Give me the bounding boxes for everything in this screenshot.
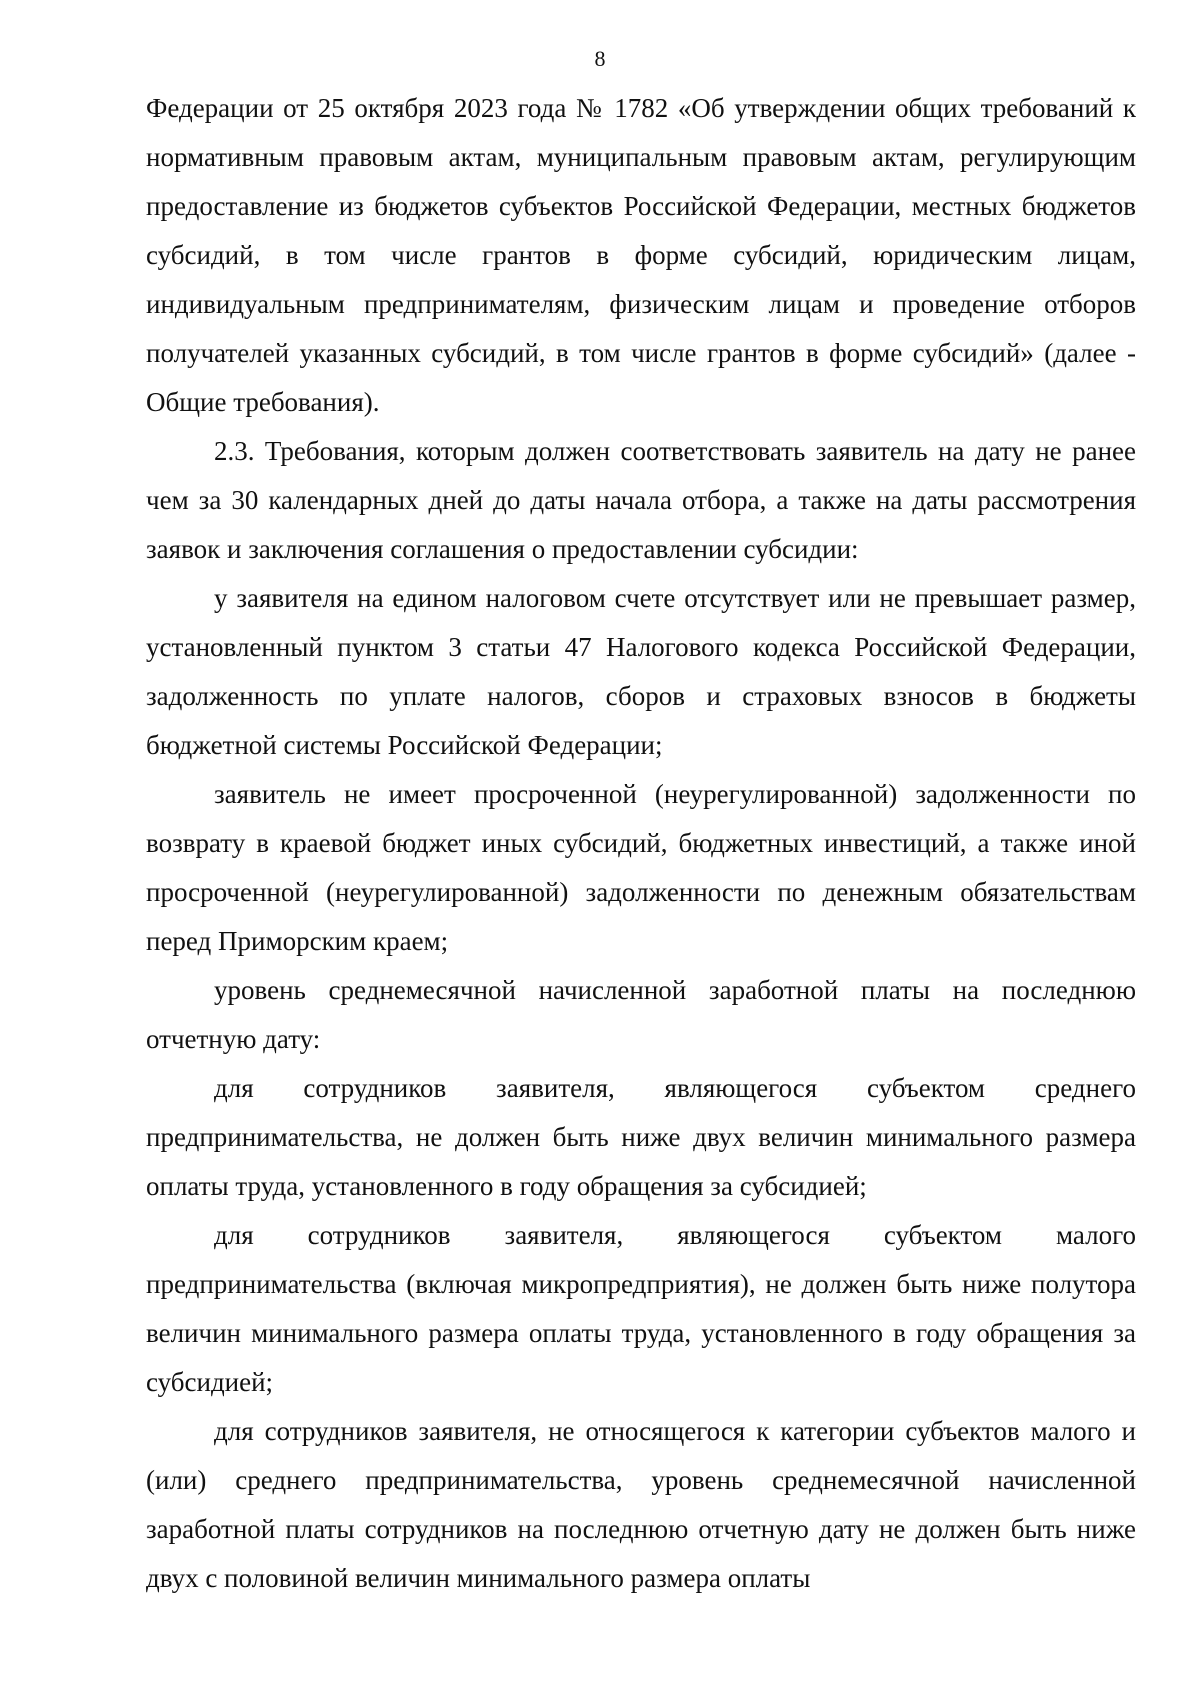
- paragraph-1: Федерации от 25 октября 2023 года № 1782 «Об утверждении общих требований к нормативным правовым актам, муниципальным правовым актам, регулирующим предоставление из бюджетов субъектов Российской Федерации, местных бюджетов субсидий, в том числе грантов в форме субсидий, юридическим лицам, индивидуальным предпринимателям, физическим лицам и проведение отборов получателей указанных субсидий, в том числе грантов в форме субсидий» (далее - Общие требования).: [146, 93, 1136, 417]
- paragraph-8: для сотрудников заявителя, не относящегося к категории субъектов малого и (или) среднего предпринимательства, уровень среднемесячной начисленной заработной платы сотрудников на последнюю отчетную дату не должен быть ниже двух с половиной величин минимального размера оплаты: [146, 1416, 1136, 1593]
- document-body: [146, 84, 1136, 1603]
- paragraph-5: уровень среднемесячной начисленной заработной платы на последнюю отчетную дату:: [146, 975, 1136, 1054]
- paragraph-6: для сотрудников заявителя, являющегося субъектом среднего предпринимательства, не должен быть ниже двух величин минимального размера оплаты труда, установленного в году обращения за субсидией;: [146, 1073, 1136, 1201]
- paragraph-4: заявитель не имеет просроченной (неурегулированной) задолженности по возврату в краевой бюджет иных субсидий, бюджетных инвестиций, а также иной просроченной (неурегулированной) задолженности по денежным обязательствам перед Приморским краем;: [146, 779, 1136, 956]
- paragraph-7: для сотрудников заявителя, являющегося субъектом малого предпринимательства (включая микропредприятия), не должен быть ниже полутора величин минимального размера оплаты труда, установленного в году обращения за субсидией;: [146, 1220, 1136, 1397]
- page-number: 8: [594, 46, 606, 71]
- paragraph-2: 2.3. Требования, которым должен соответствовать заявитель на дату не ранее чем за 30 календарных дней до даты начала отбора, а также на даты рассмотрения заявок и заключения соглашения о предоставлении субсидии:: [146, 436, 1136, 564]
- paragraph-3: у заявителя на едином налоговом счете отсутствует или не превышает размер, установленный пунктом 3 статьи 47 Налогового кодекса Российской Федерации, задолженность по уплате налогов, сборов и страховых взносов в бюджеты бюджетной системы Российской Федерации;: [146, 583, 1136, 760]
